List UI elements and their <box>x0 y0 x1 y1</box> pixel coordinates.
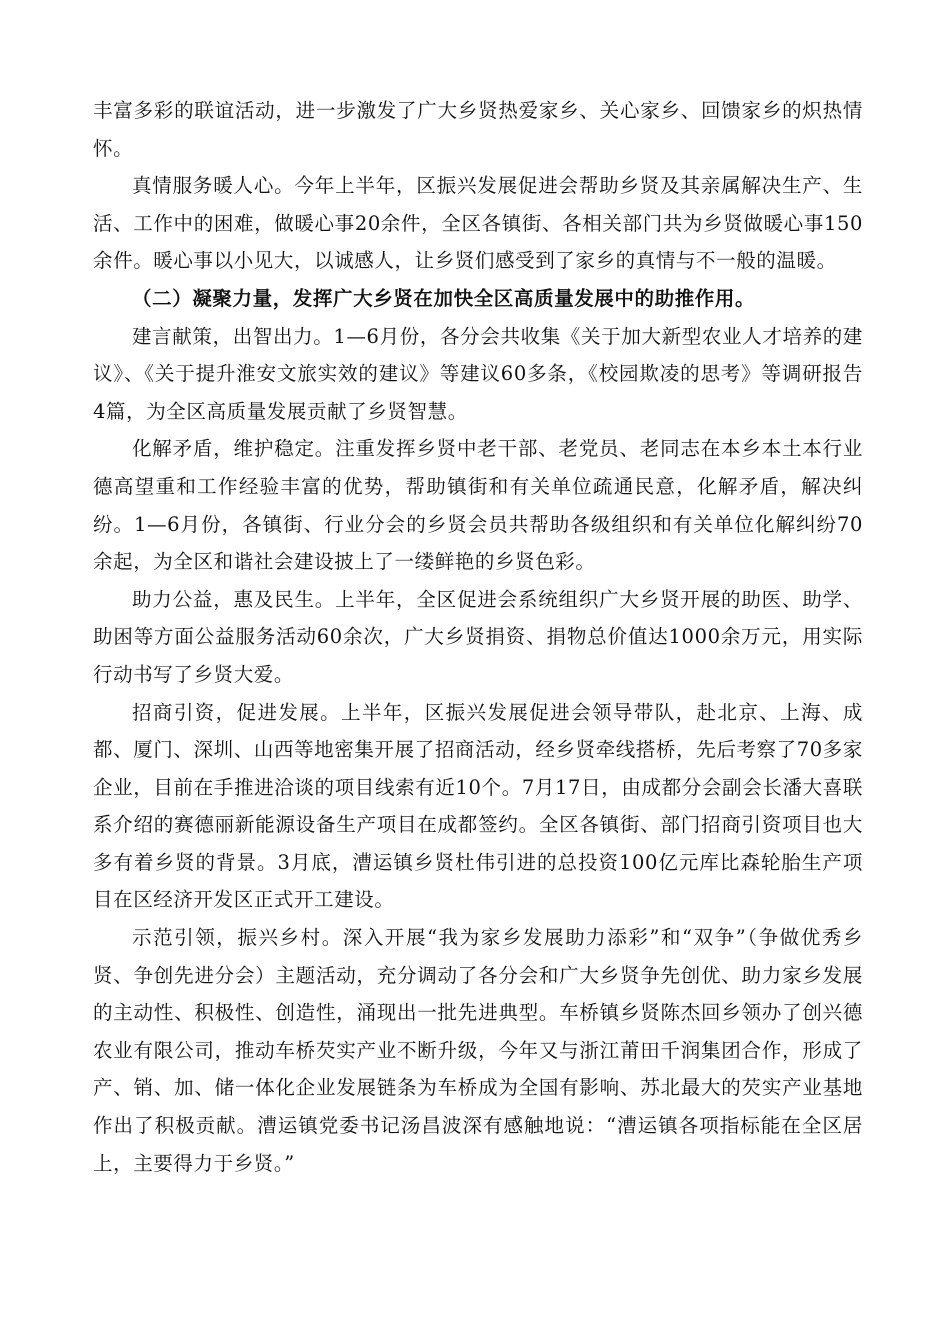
paragraph-continuation: 丰富多彩的联谊活动，进一步激发了广大乡贤热爱家乡、关心家乡、回馈家乡的炽热情怀。 <box>93 99 863 160</box>
section-heading: （二）凝聚力量，发挥广大乡贤在加快全区高质量发展中的助推作用。 <box>132 286 756 310</box>
paragraph-mediation: 化解矛盾，维护稳定。注重发挥乡贤中老干部、老党员、老同志在本乡本土本行业德高望重和工作经验丰富的优势，帮助镇街和有关单位疏通民意，化解矛盾，解决纠纷。1—6月份，各镇街、行业分会的乡贤会员共帮助各级组织和有关单位化解纠纷70余起，为全区和谐社会建设披上了一缕鲜艳的乡贤色彩。 <box>93 437 863 574</box>
paragraph-warm-service: 真情服务暖人心。今年上半年，区振兴发展促进会帮助乡贤及其亲属解决生产、生活、工作中的困难，做暖心事20余件，全区各镇街、各相关部门共为乡贤做暖心事150余件。暖心事以小见大，以诚感人，让乡贤们感受到了家乡的真情与不一般的温暖。 <box>93 174 863 273</box>
paragraph-suggestions: 建言献策，出智出力。1—6月份，各分会共收集《关于加大新型农业人才培养的建议》、《关于提升淮安文旅实效的建议》等建议60多条，《校园欺凌的思考》等调研报告4篇，为全区高质量发展贡献了乡贤智慧。 <box>93 324 863 423</box>
document-page <box>93 92 863 1182</box>
paragraph-rural-revitalization: 示范引领，振兴乡村。深入开展“我为家乡发展助力添彩”和“双争”（争做优秀乡贤、争创先进分会）主题活动，充分调动了各分会和广大乡贤争先创优、助力家乡发展的主动性、积极性、创造性，涌现出一批先进典型。车桥镇乡贤陈杰回乡领办了创兴德农业有限公司，推动车桥芡实产业不断升级，今年又与浙江莆田千润集团合作，形成了产、销、加、储一体化企业发展链条为车桥成为全国有影响、苏北最大的芡实产业基地作出了积极贡献。漕运镇党委书记汤昌波深有感触地说：“漕运镇各项指标能在全区居上，主要得力于乡贤。” <box>93 926 863 1175</box>
paragraph-public-welfare: 助力公益，惠及民生。上半年，全区促进会系统组织广大乡贤开展的助医、助学、助困等方面公益服务活动60余次，广大乡贤捐资、捐物总价值达1000余万元，用实际行动书写了乡贤大爱。 <box>93 587 863 686</box>
paragraph-investment: 招商引资，促进发展。上半年，区振兴发展促进会领导带队，赴北京、上海、成都、厦门、深圳、山西等地密集开展了招商活动，经乡贤牵线搭桥，先后考察了70多家企业，目前在手推进洽谈的项目线索有近10个。7月17日，由成都分会副会长潘大喜联系介绍的赛德丽新能源设备生产项目在成都签约。全区各镇街、部门招商引资项目也大多有着乡贤的背景。3月底，漕运镇乡贤杜伟引进的总投资100亿元库比森轮胎生产项目在区经济开发区正式开工建设。 <box>93 700 863 912</box>
